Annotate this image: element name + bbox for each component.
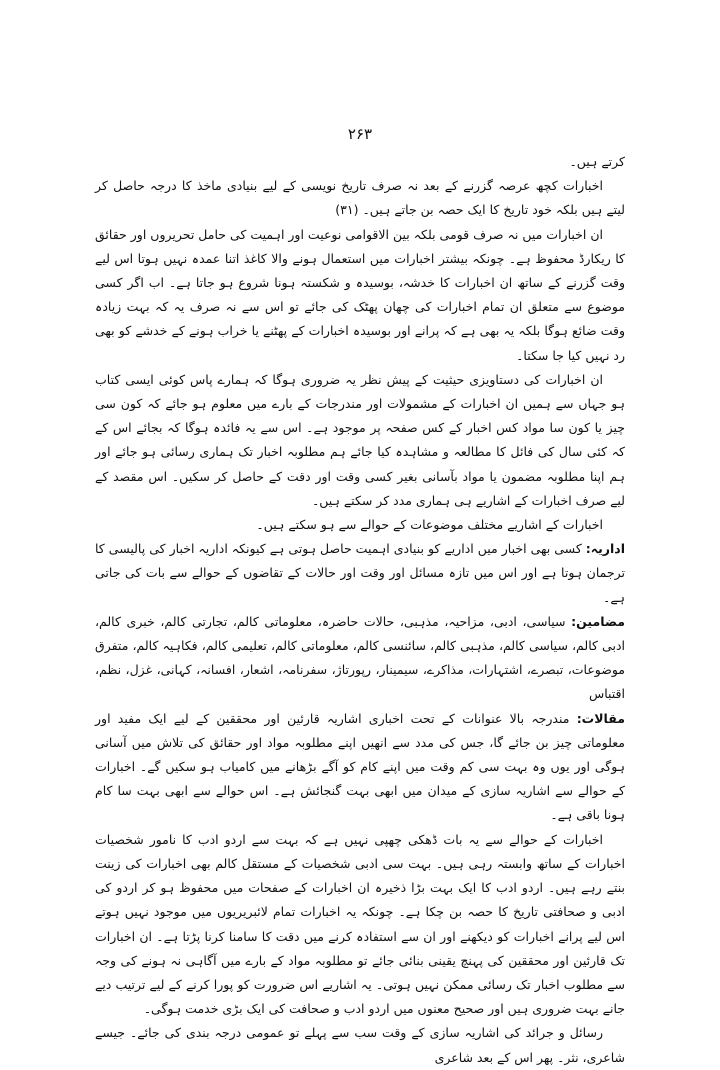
paragraph: ان اخبارات کی دستاویزی حیثیت کے پیش نظر یہ ضروری ہوگا کہ ہمارے پاس کوئی ایسی کتاب ہو جہاں سے ہمیں ان اخبارات کے مشمولات اور مندرجات کے بارے میں معلوم ہو جائے کہ کون سی چیز یا کون سا مواد کس اخبار کے کس صفحہ پر موجود ہے۔ اس سے یہ فائدہ ہوگا کہ بجائے اس کے کہ کئی سال کی فائل کا مطالعہ و مشاہدہ کیا جائے ہم مطلوبہ اخبار تک ہماری رسائی ہو جائے اور ہم اپنا مطلوبہ مضمون یا مواد بآسانی بغیر کسی وقت اور دقت کے حاصل کر سکیں۔ اس مقصد کے لیے صرف اخبارات کے اشاریے ہی ہماری مدد کر سکتے ہیں۔ (95, 371, 625, 508)
paragraph: رسائل و جرائد کی اشاریہ سازی کے وقت سب سے پہلے تو عمومی درجہ بندی کی جائے۔ جیسے شاعری، نثر۔ پھر اس کے بعد شاعری (95, 1025, 625, 1065)
section-text: کسی بھی اخبار میں اداریے کو بنیادی اہمیت حاصل ہوتی ہے کیونکہ اداریہ اخبار کی پالیسی کا ترجمان ہوتا ہے اور اس میں تازہ مسائل اور وقت اور حالات کے تقاضوں کے حوالے سے بات کی جاتی ہے۔ (95, 541, 625, 605)
section-term: اداریہ: (585, 541, 625, 557)
section-term: مضامین: (571, 613, 625, 629)
paragraph: اخبارات کے حوالے سے یہ بات ڈھکی چھپی نہیں ہے کہ بہت سے اردو ادب کا نامور شخصیات اخبارات کے ساتھ وابستہ رہی ہیں۔ بہت سی ادبی شخصیات کے مستقل کالم بھی اخبارات کی زینت بنتے رہے ہیں۔ اردو ادب کا ایک بہت بڑا ذخیرہ ان اخبارات کے صفحات میں محفوظ ہو کر اردو کی ادبی و صحافتی تاریخ کا حصہ بن چکا ہے۔ چونکہ یہ اخبارات تمام لائبریریوں میں موجود نہیں ہوتے اس لیے پرانے اخبارات کو دیکھنے اور ان سے استفادہ کرنے میں دقت کا سامنا کرنا پڑتا ہے۔ ان اخبارات تک قارئین اور محققین کی پہنچ یقینی بنائی جائے تو مطلوبہ مواد کے بارے میں آگاہی نہ ہونے کی وجہ سے مطلوب اخبار تک رسائی ممکن نہیں ہوتی۔ یہ اشاریے اس ضرورت کو پورا کرنے کے لیے ترتیب دیے جانے بہت ضروری ہیں اور صحیح معنوں میں اردو ادب و صحافت کی ایک بڑی خدمت ہوگی۔ (95, 831, 625, 1017)
section-text: سیاسی، ادبی، مزاحیہ، مذہبی، حالات حاضرہ، معلوماتی کالم، تجارتی کالم، خبری کالم، ادبی کالم، سیاسی کالم، مذہبی کالم، سائنسی کالم، معلوماتی کالم، تعلیمی کالم، فکاہیہ کالم، متفرق موضوعات، تبصرے، اشتہارات، مذاکرے، سیمینار، رپورتاژ، سفرنامہ، اشعار، افسانہ، کہانی، غزل، نظم، اقتباس (95, 613, 625, 702)
section-text: مندرجہ بالا عنوانات کے تحت اخباری اشاریہ قارئین اور محققین کے لیے ایک مفید اور معلوماتی چیز بن جائے گا، جس کی مدد سے انھیں اپنے مطلوبہ مواد اور حقائق کی تلاش میں آسانی ہوگی اور یوں وہ بہت سی کم وقت میں اپنے کام کو آگے بڑھانے میں کامیاب ہو سکیں گے۔ اخبارات کے حوالے سے اشاریہ سازی کے میدان میں ابھی بہت گنجائش ہے۔ اس حوالے سے ابھی بہت سا کام ہونا باقی ہے۔ (95, 710, 625, 823)
paragraph: کرتے ہیں۔ (569, 154, 625, 169)
paragraph: اخبارات کے اشاریے مختلف موضوعات کے حوالے سے ہو سکتے ہیں۔ (256, 517, 603, 533)
section-articles (95, 610, 625, 707)
section-term: مقالات: (576, 710, 625, 726)
section-editorial (95, 537, 625, 610)
section-essays (95, 707, 625, 828)
paragraph: ان اخبارات میں نہ صرف قومی بلکہ بین الاقوامی نوعیت اور اہمیت کی حامل تحریروں اور حقائق کا ریکارڈ محفوظ ہے۔ چونکہ بیشتر اخبارات میں استعمال ہونے والا کاغذ اتنا عمدہ نہیں ہوتا اس لیے وقت گزرنے کے ساتھ ان اخبارات کا خدشہ، بوسیدہ و شکستہ ہونا شروع ہو جاتا ہے۔ اب اگر کسی موضوع سے متعلق ان تمام اخبارات کی چھان پھٹک کی جائے تو اس سے نہ صرف یہ کہ بہت زیادہ وقت ضائع ہوگا بلکہ یہ بھی ہے کہ پرانے اور بوسیدہ اخبارات کے پھٹنے یا خراب ہونے کے خدشے کو بھی رد نہیں کیا جا سکتا۔ (95, 226, 625, 363)
page-number: ۲۶۳ (347, 125, 373, 143)
paragraph: اخبارات کچھ عرصہ گزرنے کے بعد نہ صرف تاریخ نویسی کے لیے بنیادی ماخذ کا درجہ حاصل کر لیتے ہیں بلکہ خود تاریخ کا ایک حصہ بن جاتے ہیں۔ (۳۱) (95, 178, 625, 218)
page-body (95, 150, 625, 1070)
